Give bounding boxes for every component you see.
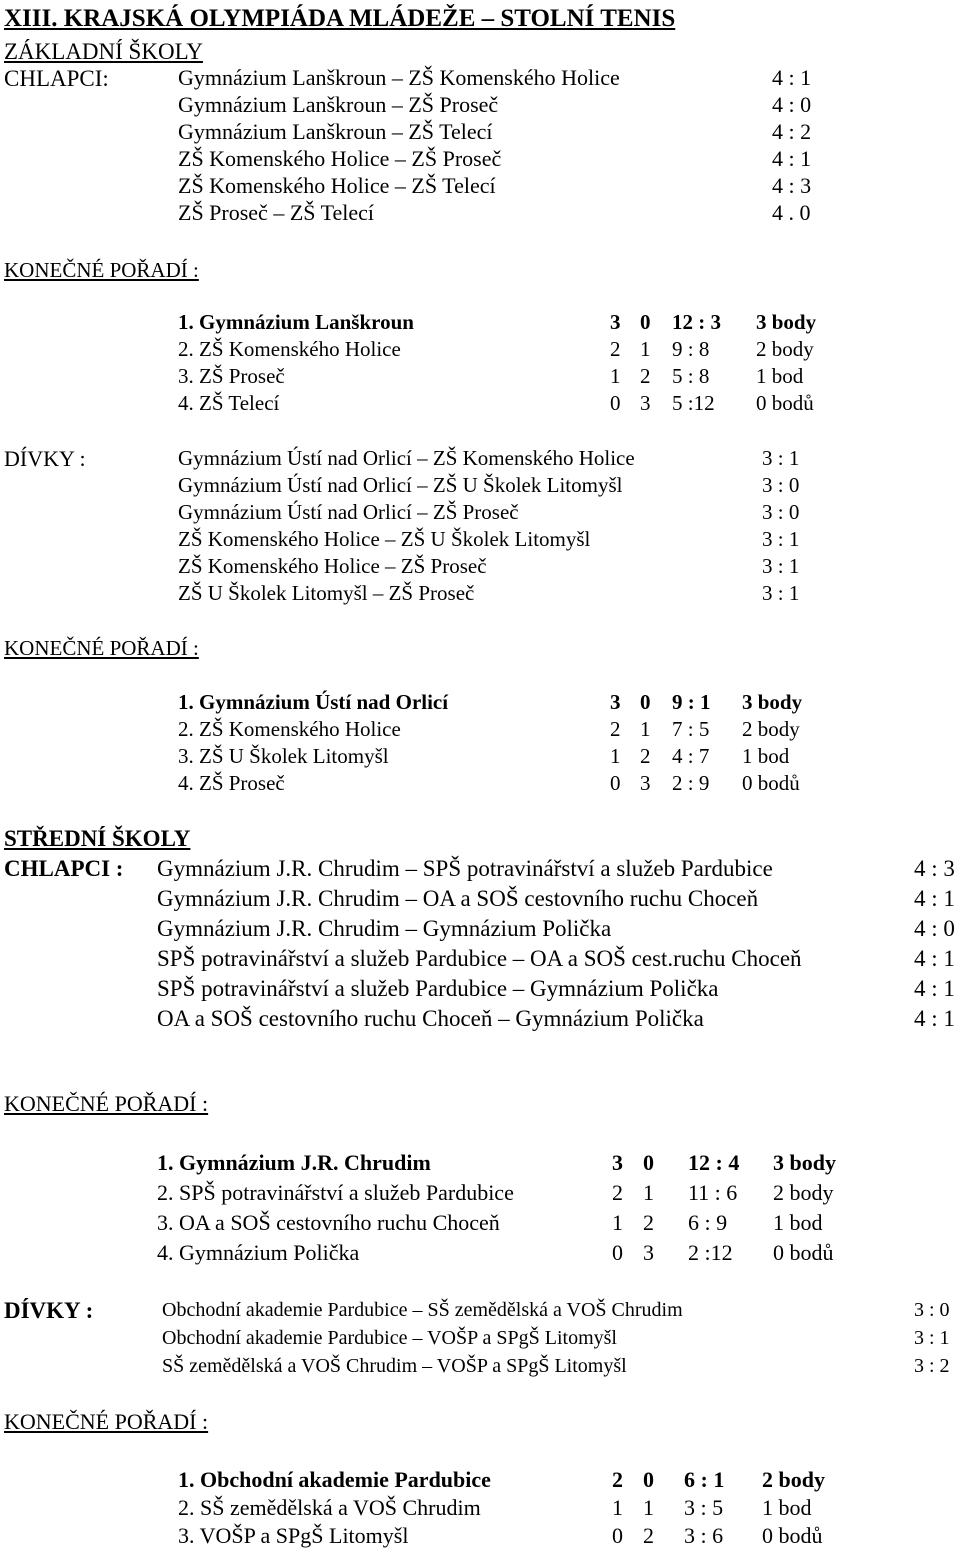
match-teams: ZŠ Komenského Holice – ZŠ U Školek Litomyšl xyxy=(178,527,591,551)
standing-losses: 0 xyxy=(640,690,651,714)
standing-losses: 1 xyxy=(640,337,651,361)
standing-wins: 1 xyxy=(610,744,621,768)
standing-wins: 3 xyxy=(610,690,621,714)
standing-team: 4. ZŠ Telecí xyxy=(178,391,280,415)
match-teams: Gymnázium J.R. Chrudim – Gymnázium Polička xyxy=(157,916,612,941)
standing-wins: 2 xyxy=(610,717,621,741)
match-score: 4 : 3 xyxy=(914,856,955,881)
standing-wins: 0 xyxy=(612,1523,623,1548)
standing-team: 2. ZŠ Komenského Holice xyxy=(178,337,401,361)
standing-wins: 0 xyxy=(610,391,621,415)
standing-points: 1 bod xyxy=(773,1210,823,1235)
match-score: 4 : 0 xyxy=(914,916,955,941)
match-teams: Gymnázium Ústí nad Orlicí – ZŠ Komenského Holice xyxy=(178,446,635,470)
standing-wins: 3 xyxy=(612,1150,623,1175)
match-teams: ZŠ U Školek Litomyšl – ZŠ Proseč xyxy=(178,581,475,605)
match-score: 3 : 1 xyxy=(914,1327,950,1349)
standing-points: 2 body xyxy=(773,1180,834,1205)
standing-wins: 0 xyxy=(610,771,621,795)
zs-girls-final-label: KONEČNÉ POŘADÍ : xyxy=(4,636,199,660)
page-title: XIII. KRAJSKÁ OLYMPIÁDA MLÁDEŽE – STOLNÍ TENIS xyxy=(4,5,676,32)
match-score: 4 : 3 xyxy=(772,173,812,198)
standing-team: 2. SPŠ potravinářství a služeb Pardubice xyxy=(157,1180,514,1205)
standing-sets: 12 : 3 xyxy=(672,310,721,334)
match-score: 3 : 1 xyxy=(762,527,800,551)
standing-team: 4. ZŠ Proseč xyxy=(178,771,285,795)
match-teams: ZŠ Proseč – ZŠ Telecí xyxy=(178,200,375,225)
standing-sets: 9 : 1 xyxy=(672,690,711,714)
standing-losses: 1 xyxy=(643,1180,654,1205)
standing-losses: 2 xyxy=(640,364,651,388)
match-teams: ZŠ Komenského Holice – ZŠ Proseč xyxy=(178,146,502,171)
standing-sets: 6 : 1 xyxy=(684,1467,725,1492)
standing-losses: 2 xyxy=(640,744,651,768)
standing-points: 2 body xyxy=(756,337,814,361)
standing-losses: 1 xyxy=(643,1495,654,1520)
standing-losses: 3 xyxy=(643,1240,654,1265)
standing-sets: 5 :12 xyxy=(672,391,715,415)
match-score: 3 : 1 xyxy=(762,446,800,470)
standing-sets: 6 : 9 xyxy=(688,1210,728,1235)
standing-points: 0 bodů xyxy=(773,1240,834,1265)
standing-team: 3. OA a SOŠ cestovního ruchu Choceň xyxy=(157,1210,500,1235)
standing-sets: 2 :12 xyxy=(688,1240,733,1265)
match-teams: SPŠ potravinářství a služeb Pardubice – Gymnázium Polička xyxy=(157,976,719,1001)
standing-team: 4. Gymnázium Polička xyxy=(157,1240,360,1265)
standing-points: 1 bod xyxy=(762,1495,812,1520)
ss-girls-label: DÍVKY : xyxy=(4,1298,94,1323)
match-teams: Gymnázium J.R. Chrudim – SPŠ potravinářství a služeb Pardubice xyxy=(157,856,773,881)
standing-points: 3 body xyxy=(742,690,803,714)
standing-team: 1. Gymnázium Ústí nad Orlicí xyxy=(178,690,449,714)
match-score: 4 : 1 xyxy=(772,65,812,90)
zs-girls-label: DÍVKY : xyxy=(4,446,86,471)
match-score: 3 : 0 xyxy=(914,1299,950,1321)
standing-points: 0 bodů xyxy=(756,391,814,415)
match-score: 3 : 0 xyxy=(762,473,800,497)
standing-team: 1. Gymnázium J.R. Chrudim xyxy=(157,1150,431,1175)
zs-heading: ZÁKLADNÍ ŠKOLY xyxy=(4,39,203,64)
standing-wins: 2 xyxy=(612,1467,623,1492)
standing-losses: 0 xyxy=(640,310,651,334)
standing-losses: 1 xyxy=(640,717,651,741)
match-teams: Gymnázium J.R. Chrudim – OA a SOŠ cestovního ruchu Choceň xyxy=(157,886,759,911)
standing-losses: 3 xyxy=(640,391,651,415)
standing-wins: 0 xyxy=(612,1240,623,1265)
ss-boys-final-label: KONEČNÉ POŘADÍ : xyxy=(4,1091,209,1116)
standing-points: 1 bod xyxy=(756,364,804,388)
match-score: 4 : 1 xyxy=(914,946,955,971)
match-score: 4 : 1 xyxy=(914,1006,955,1031)
standing-team: 3. ZŠ Proseč xyxy=(178,364,285,388)
standing-points: 3 body xyxy=(756,310,817,334)
standing-team: 3. ZŠ U Školek Litomyšl xyxy=(178,744,389,768)
ss-heading: STŘEDNÍ ŠKOLY xyxy=(4,826,191,851)
standing-points: 1 bod xyxy=(742,744,790,768)
match-teams: OA a SOŠ cestovního ruchu Choceň – Gymnázium Polička xyxy=(157,1006,704,1031)
ss-boys-label: CHLAPCI : xyxy=(4,856,124,881)
standing-sets: 5 : 8 xyxy=(672,364,710,388)
standing-team: 2. SŠ zemědělská a VOŠ Chrudim xyxy=(178,1495,481,1520)
standing-losses: 2 xyxy=(643,1523,654,1548)
match-score: 4 : 1 xyxy=(772,146,812,171)
zs-boys-final-label: KONEČNÉ POŘADÍ : xyxy=(4,258,199,282)
standing-sets: 3 : 6 xyxy=(684,1523,724,1548)
standing-sets: 7 : 5 xyxy=(672,717,710,741)
match-score: 4 : 1 xyxy=(914,976,955,1001)
standing-team: 1. Gymnázium Lanškroun xyxy=(178,310,414,334)
standing-points: 2 body xyxy=(742,717,800,741)
standing-wins: 1 xyxy=(612,1210,623,1235)
match-score: 3 : 1 xyxy=(762,581,800,605)
match-score: 4 : 2 xyxy=(772,119,812,144)
standing-team: 2. ZŠ Komenského Holice xyxy=(178,717,401,741)
standing-sets: 2 : 9 xyxy=(672,771,710,795)
match-teams: SPŠ potravinářství a služeb Pardubice – OA a SOŠ cest.ruchu Choceň xyxy=(157,946,802,971)
standing-losses: 0 xyxy=(643,1467,654,1492)
standing-wins: 1 xyxy=(610,364,621,388)
standing-team: 3. VOŠP a SPgŠ Litomyšl xyxy=(178,1523,409,1548)
match-score: 4 : 0 xyxy=(772,92,812,117)
match-score: 4 : 1 xyxy=(914,886,955,911)
standing-sets: 9 : 8 xyxy=(672,337,710,361)
standing-points: 0 bodů xyxy=(762,1523,823,1548)
match-score: 3 : 2 xyxy=(914,1355,950,1377)
standing-points: 3 body xyxy=(773,1150,836,1175)
standing-points: 0 bodů xyxy=(742,771,800,795)
standing-sets: 3 : 5 xyxy=(684,1495,724,1520)
match-teams: ZŠ Komenského Holice – ZŠ Telecí xyxy=(178,173,496,198)
standing-sets: 4 : 7 xyxy=(672,744,710,768)
match-teams: ZŠ Komenského Holice – ZŠ Proseč xyxy=(178,554,487,578)
match-score: 3 : 1 xyxy=(762,554,800,578)
standing-losses: 2 xyxy=(643,1210,654,1235)
standing-sets: 11 : 6 xyxy=(688,1180,738,1205)
match-teams: Obchodní akademie Pardubice – VOŠP a SPgŠ Litomyšl xyxy=(162,1327,617,1349)
match-score: 4 . 0 xyxy=(772,200,811,225)
match-teams: Gymnázium Lanškroun – ZŠ Telecí xyxy=(178,119,493,144)
match-score: 3 : 0 xyxy=(762,500,800,524)
match-teams: SŠ zemědělská a VOŠ Chrudim – VOŠP a SPgŠ Litomyšl xyxy=(162,1355,627,1377)
standing-team: 1. Obchodní akademie Pardubice xyxy=(178,1467,491,1492)
standing-wins: 2 xyxy=(612,1180,623,1205)
standing-wins: 1 xyxy=(612,1495,623,1520)
standing-losses: 3 xyxy=(640,771,651,795)
standing-sets: 12 : 4 xyxy=(688,1150,740,1175)
ss-girls-final-label: KONEČNÉ POŘADÍ : xyxy=(4,1409,209,1434)
match-teams: Gymnázium Lanškroun – ZŠ Komenského Holice xyxy=(178,65,620,90)
standing-losses: 0 xyxy=(643,1150,654,1175)
match-teams: Obchodní akademie Pardubice – SŠ zemědělská a VOŠ Chrudim xyxy=(162,1299,683,1321)
standing-points: 2 body xyxy=(762,1467,825,1492)
match-teams: Gymnázium Ústí nad Orlicí – ZŠ U Školek Litomyšl xyxy=(178,473,623,497)
standing-wins: 3 xyxy=(610,310,621,334)
match-teams: Gymnázium Ústí nad Orlicí – ZŠ Proseč xyxy=(178,500,519,524)
zs-boys-label: CHLAPCI: xyxy=(4,66,109,91)
standing-wins: 2 xyxy=(610,337,621,361)
match-teams: Gymnázium Lanškroun – ZŠ Proseč xyxy=(178,92,499,117)
